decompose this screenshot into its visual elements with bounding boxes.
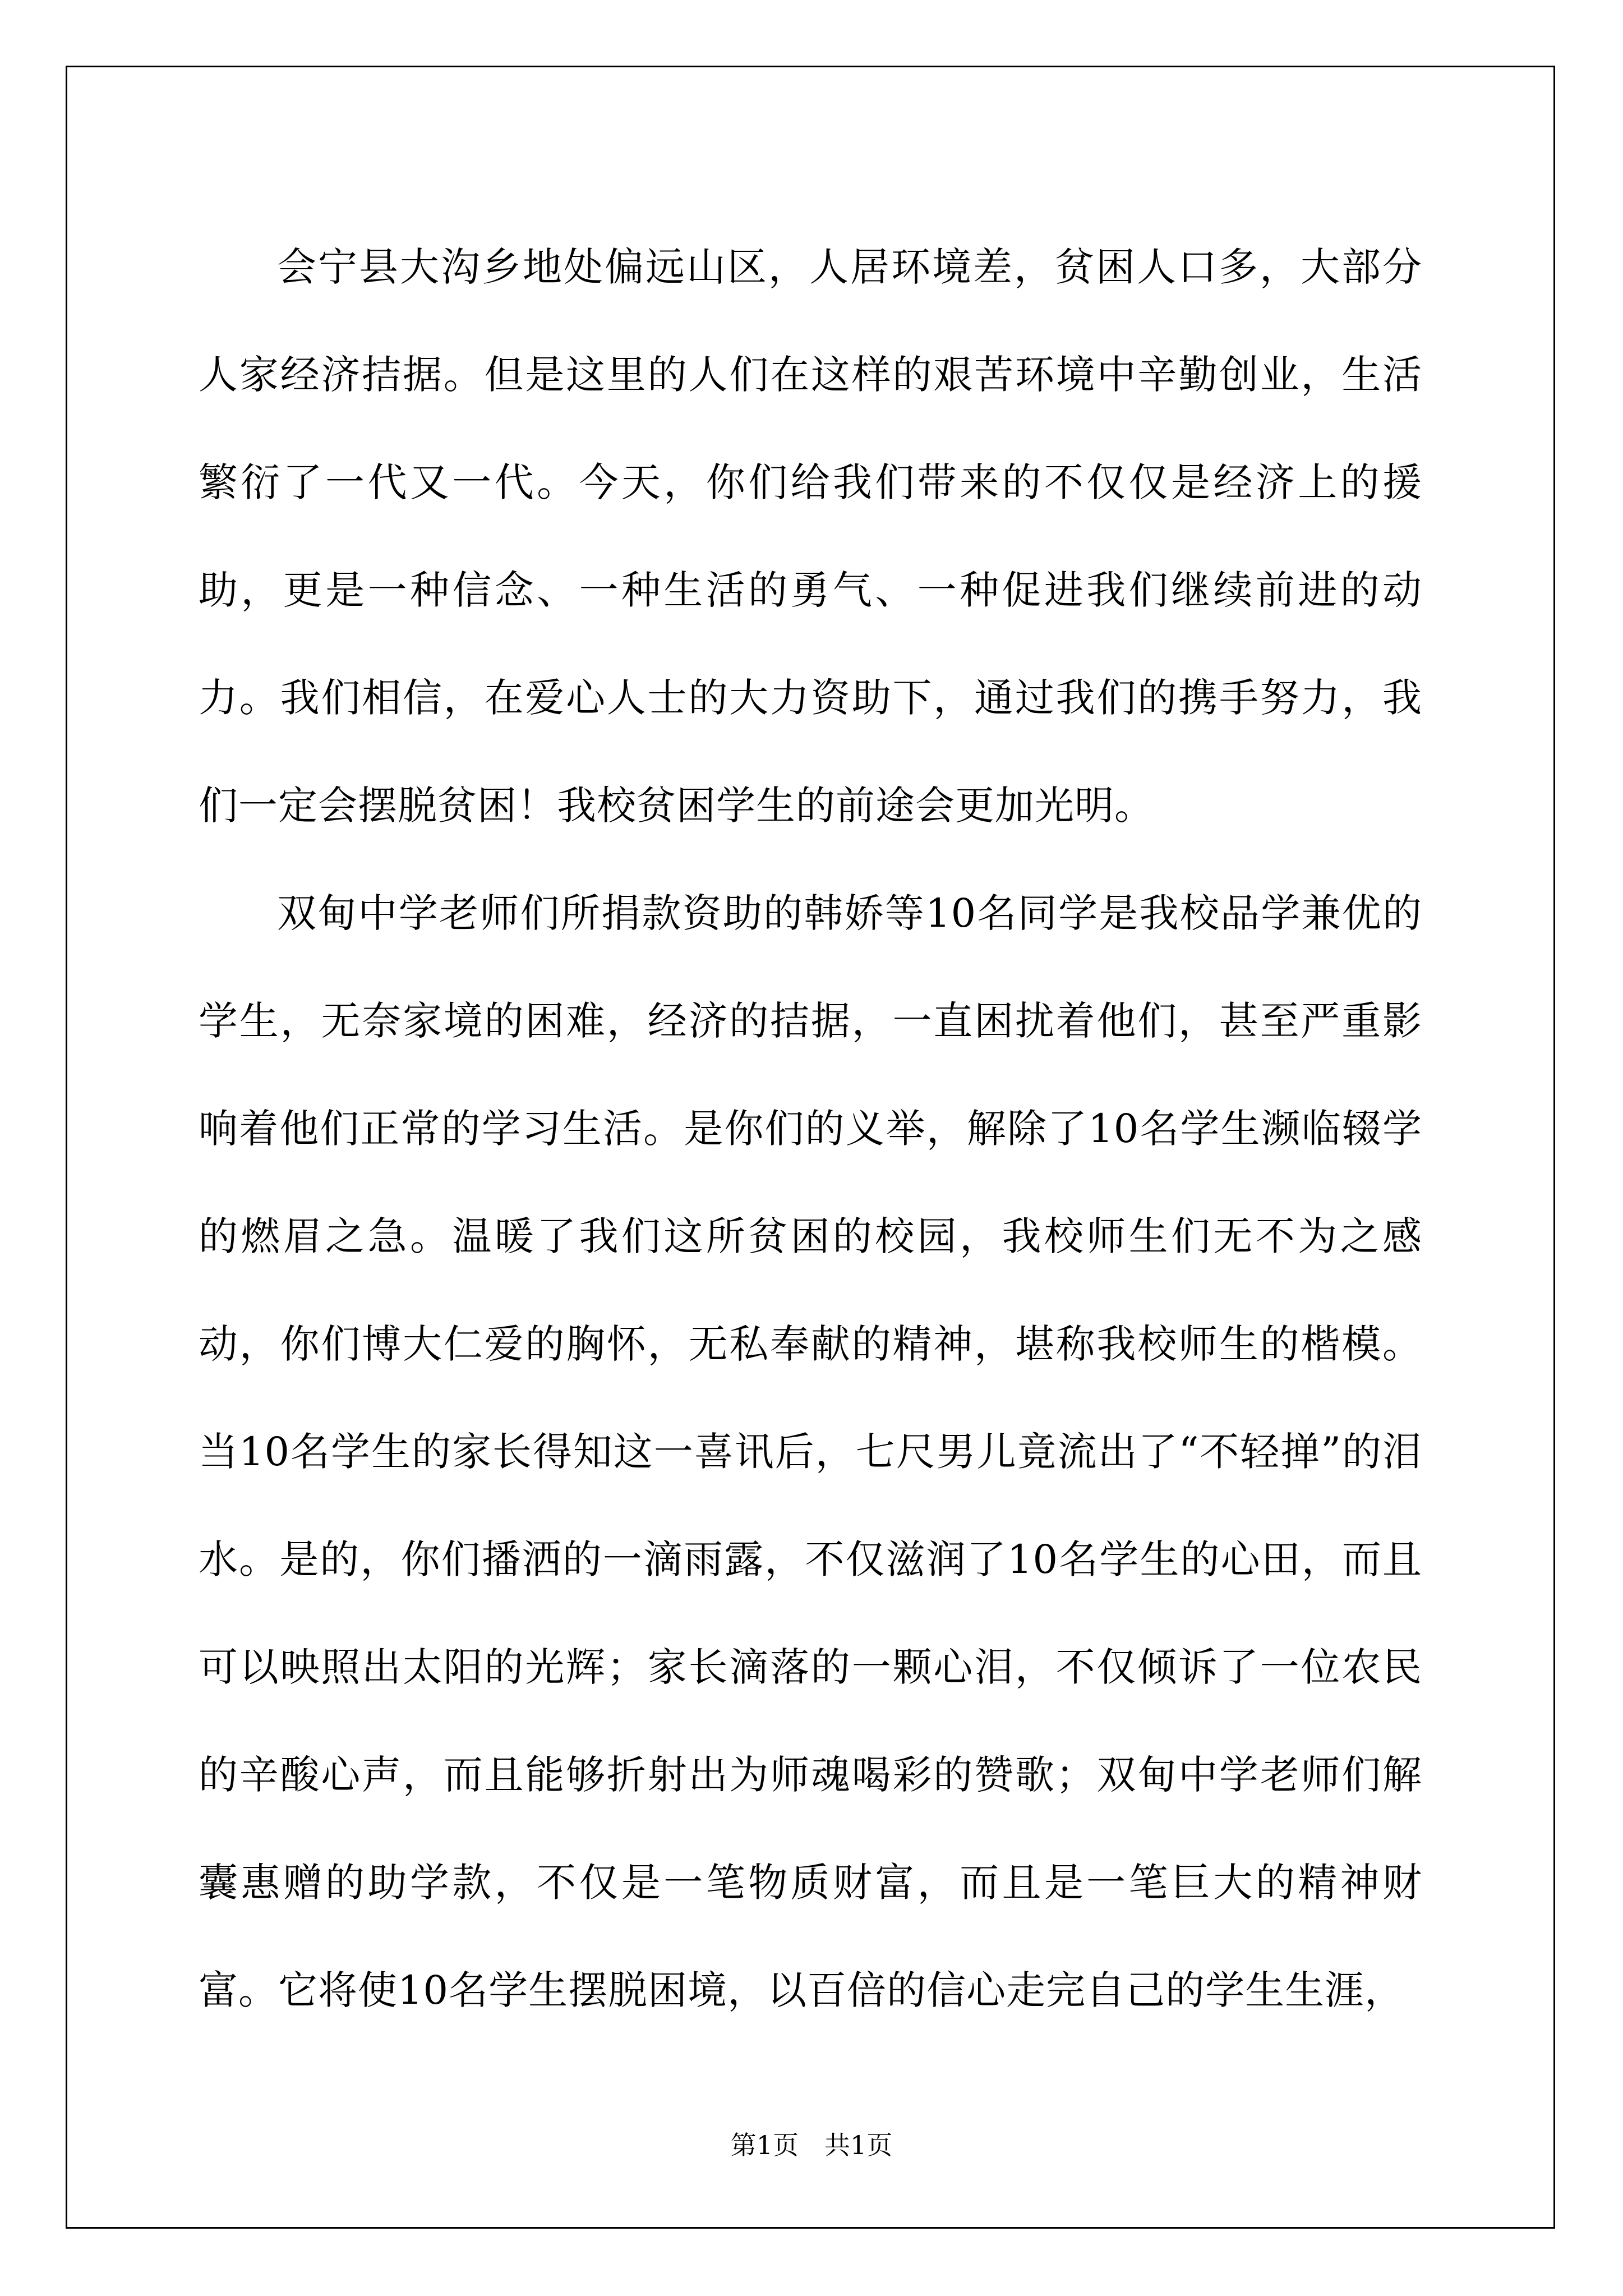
- document-body: [199, 213, 1422, 2044]
- page-footer: 第1页 共1页: [730, 2130, 893, 2160]
- paragraph: 会宁县大沟乡地处偏远山区，人居环境差，贫困人口多，大部分人家经济拮据。但是这里的人们在这样的艰苦环境中辛勤创业，生活繁衍了一代又一代。今天，你们给我们带来的不仅仅是经济上的援助，更是一种信念、一种生活的勇气、一种促进我们继续前进的动力。我们相信，在爱心人士的大力资助下，通过我们的携手努力，我们一定会摆脱贫困！我校贫困学生的前途会更加光明。: [199, 244, 1422, 829]
- paragraph: 双甸中学老师们所捐款资助的韩娇等10名同学是我校品学兼优的学生，无奈家境的困难，经济的拮据，一直困扰着他们，甚至严重影响着他们正常的学习生活。是你们的义举，解除了10名学生濒临辍学的燃眉之急。温暖了我们这所贫困的校园，我校师生们无不为之感动，你们博大仁爱的胸怀，无私奉献的精神，堪称我校师生的楷模。当10名学生的家长得知这一喜讯后，七尺男儿竟流出了“不轻掸”的泪水。是的，你们播洒的一滴雨露，不仅滋润了10名学生的心田，而且可以映照出太阳的光辉；家长滴落的一颗心泪，不仅倾诉了一位农民的辛酸心声，而且能够折射出为师魂喝彩的赞歌；双甸中学老师们解囊惠赠的助学款，不仅是一笔物质财富，而且是一笔巨大的精神财富。它将使10名学生摆脱困境，以百倍的信心走完自己的学生生涯，: [199, 890, 1422, 2013]
